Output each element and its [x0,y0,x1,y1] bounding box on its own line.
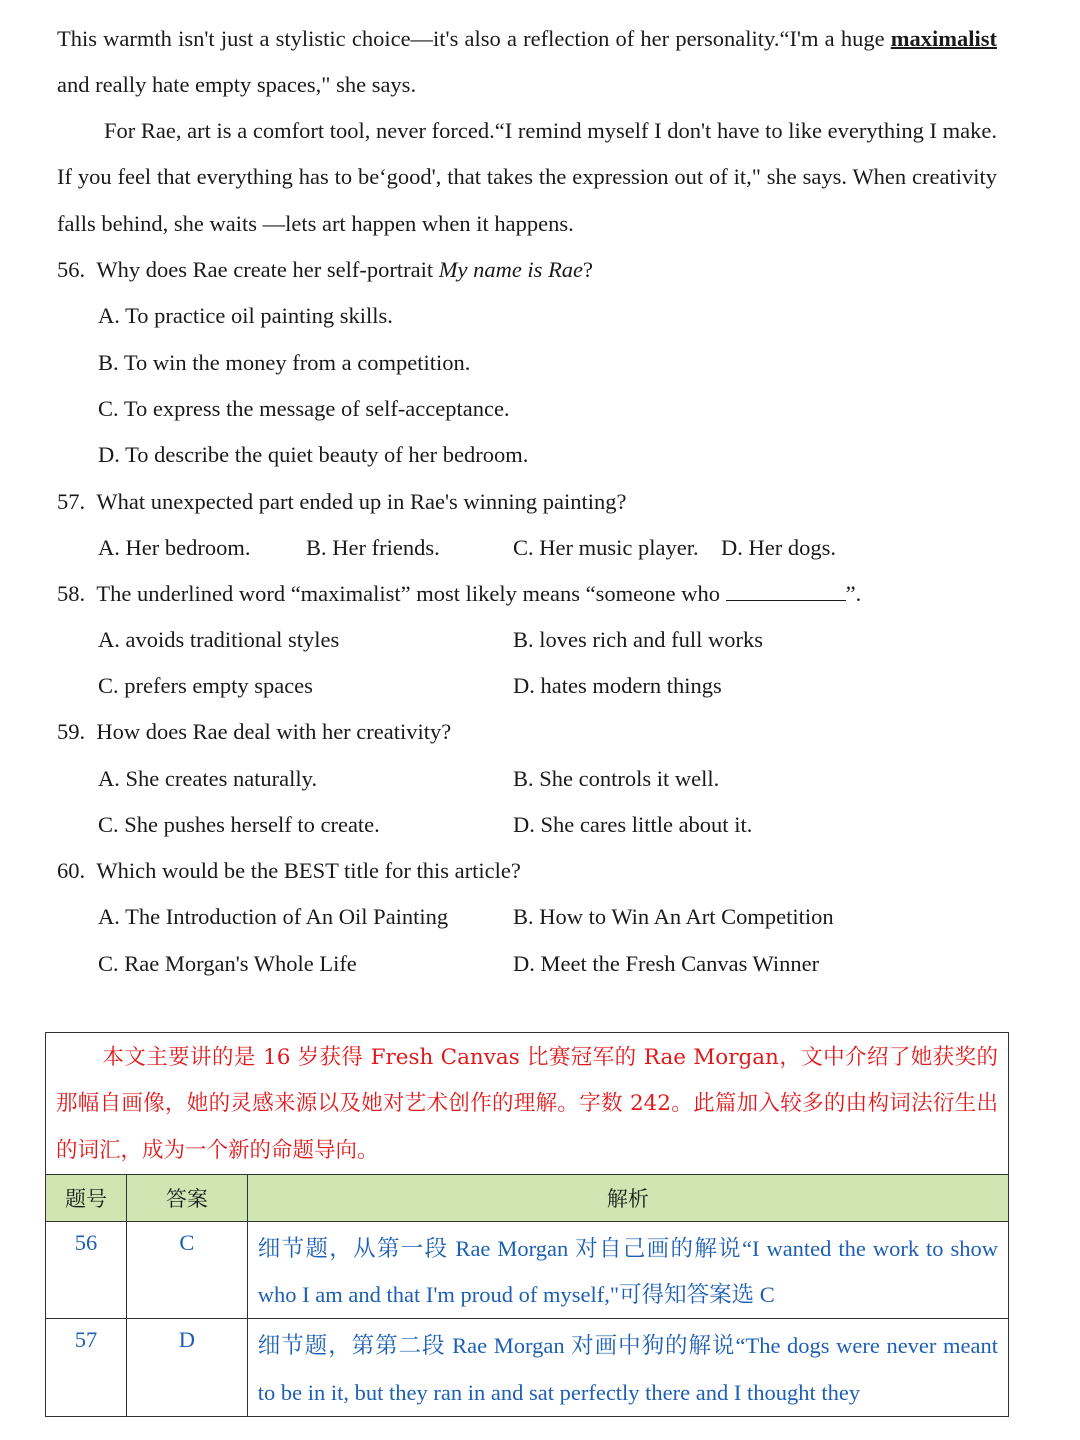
answer-blank [726,580,846,601]
row-explanation: 细节题，从第一段 Rae Morgan 对自己画的解说“I wanted the work to show who I am and that I'm proud of myself,"可得知答案选 C [247,1221,1008,1319]
question-56-option-c[interactable]: C. To express the message of self-acceptance. [98,396,510,421]
header-answer: 答案 [126,1174,247,1221]
question-59-option-a[interactable]: A. She creates naturally. [98,766,318,791]
question-59-option-b[interactable]: B. She controls it well. [513,766,720,791]
question-58-option-b[interactable]: B. loves rich and full works [513,627,763,652]
question-57-option-d[interactable]: D. Her dogs. [721,535,836,560]
header-explanation: 解析 [247,1174,1008,1221]
question-60-option-c[interactable]: C. Rae Morgan's Whole Life [98,951,357,976]
question-58-option-c[interactable]: C. prefers empty spaces [98,673,313,698]
question-60-option-b[interactable]: B. How to Win An Art Competition [513,904,834,929]
question-56-option-b[interactable]: B. To win the money from a competition. [98,350,471,375]
question-59-option-c[interactable]: C. She pushes herself to create. [98,812,380,837]
question-59-stem: 59. How does Rae deal with her creativity? [57,719,452,744]
analysis-summary: 本文主要讲的是 16 岁获得 Fresh Canvas 比赛冠军的 Rae Morgan，文中介绍了她获奖的那幅自画像，她的灵感来源以及她对艺术创作的理解。字数 242。此篇加入较多的由构词法衍生出的词汇，成为一个新的命题导向。 [46,1033,1009,1175]
table-row [46,1319,1009,1417]
row-answer: D [126,1319,247,1417]
table-row [46,1221,1009,1319]
header-question-number: 题号 [46,1174,127,1221]
row-question-number: 56 [46,1221,127,1319]
question-57-option-b[interactable]: B. Her friends. [306,535,440,560]
analysis-header-row [46,1174,1009,1221]
question-56-option-a[interactable]: A. To practice oil painting skills. [98,303,393,328]
analysis-table [45,1032,1009,1417]
row-answer: C [126,1221,247,1319]
question-57-option-c[interactable]: C. Her music player. [513,535,699,560]
row-explanation: 细节题，第第二段 Rae Morgan 对画中狗的解说“The dogs were never meant to be in it, but they ran in and sat perfectly there and I thought they [247,1319,1008,1417]
underlined-word-maximalist: maximalist [890,26,997,51]
question-57-stem: 57. What unexpected part ended up in Rae's winning painting? [57,489,627,514]
question-57-option-a[interactable]: A. Her bedroom. [98,535,251,560]
passage-paragraph-1: This warmth isn't just a stylistic choice—it's also a reflection of her personality.“I'm a huge maximalist and really hate empty spaces," she says. [57,26,997,98]
question-56-stem: 56. Why does Rae create her self-portrait My name is Rae? [57,257,594,282]
passage-paragraph-2: For Rae, art is a comfort tool, never forced.“I remind myself I don't have to like everything I make. If you feel that everything has to be‘good', that takes the expression out of it," she says. When creativity falls behind, she waits —lets art happen when it happens. [57,118,997,236]
row-question-number: 57 [46,1319,127,1417]
question-60-option-d[interactable]: D. Meet the Fresh Canvas Winner [513,951,820,976]
question-58-stem: 58. The underlined word “maximalist” most likely means “someone who ”. [57,581,862,606]
question-58-option-d[interactable]: D. hates modern things [513,673,722,698]
question-56-option-d[interactable]: D. To describe the quiet beauty of her bedroom. [98,442,529,467]
question-60-option-a[interactable]: A. The Introduction of An Oil Painting [98,904,449,929]
question-58-option-a[interactable]: A. avoids traditional styles [98,627,340,652]
question-60-stem: 60. Which would be the BEST title for this article? [57,858,521,883]
question-59-option-d[interactable]: D. She cares little about it. [513,812,753,837]
